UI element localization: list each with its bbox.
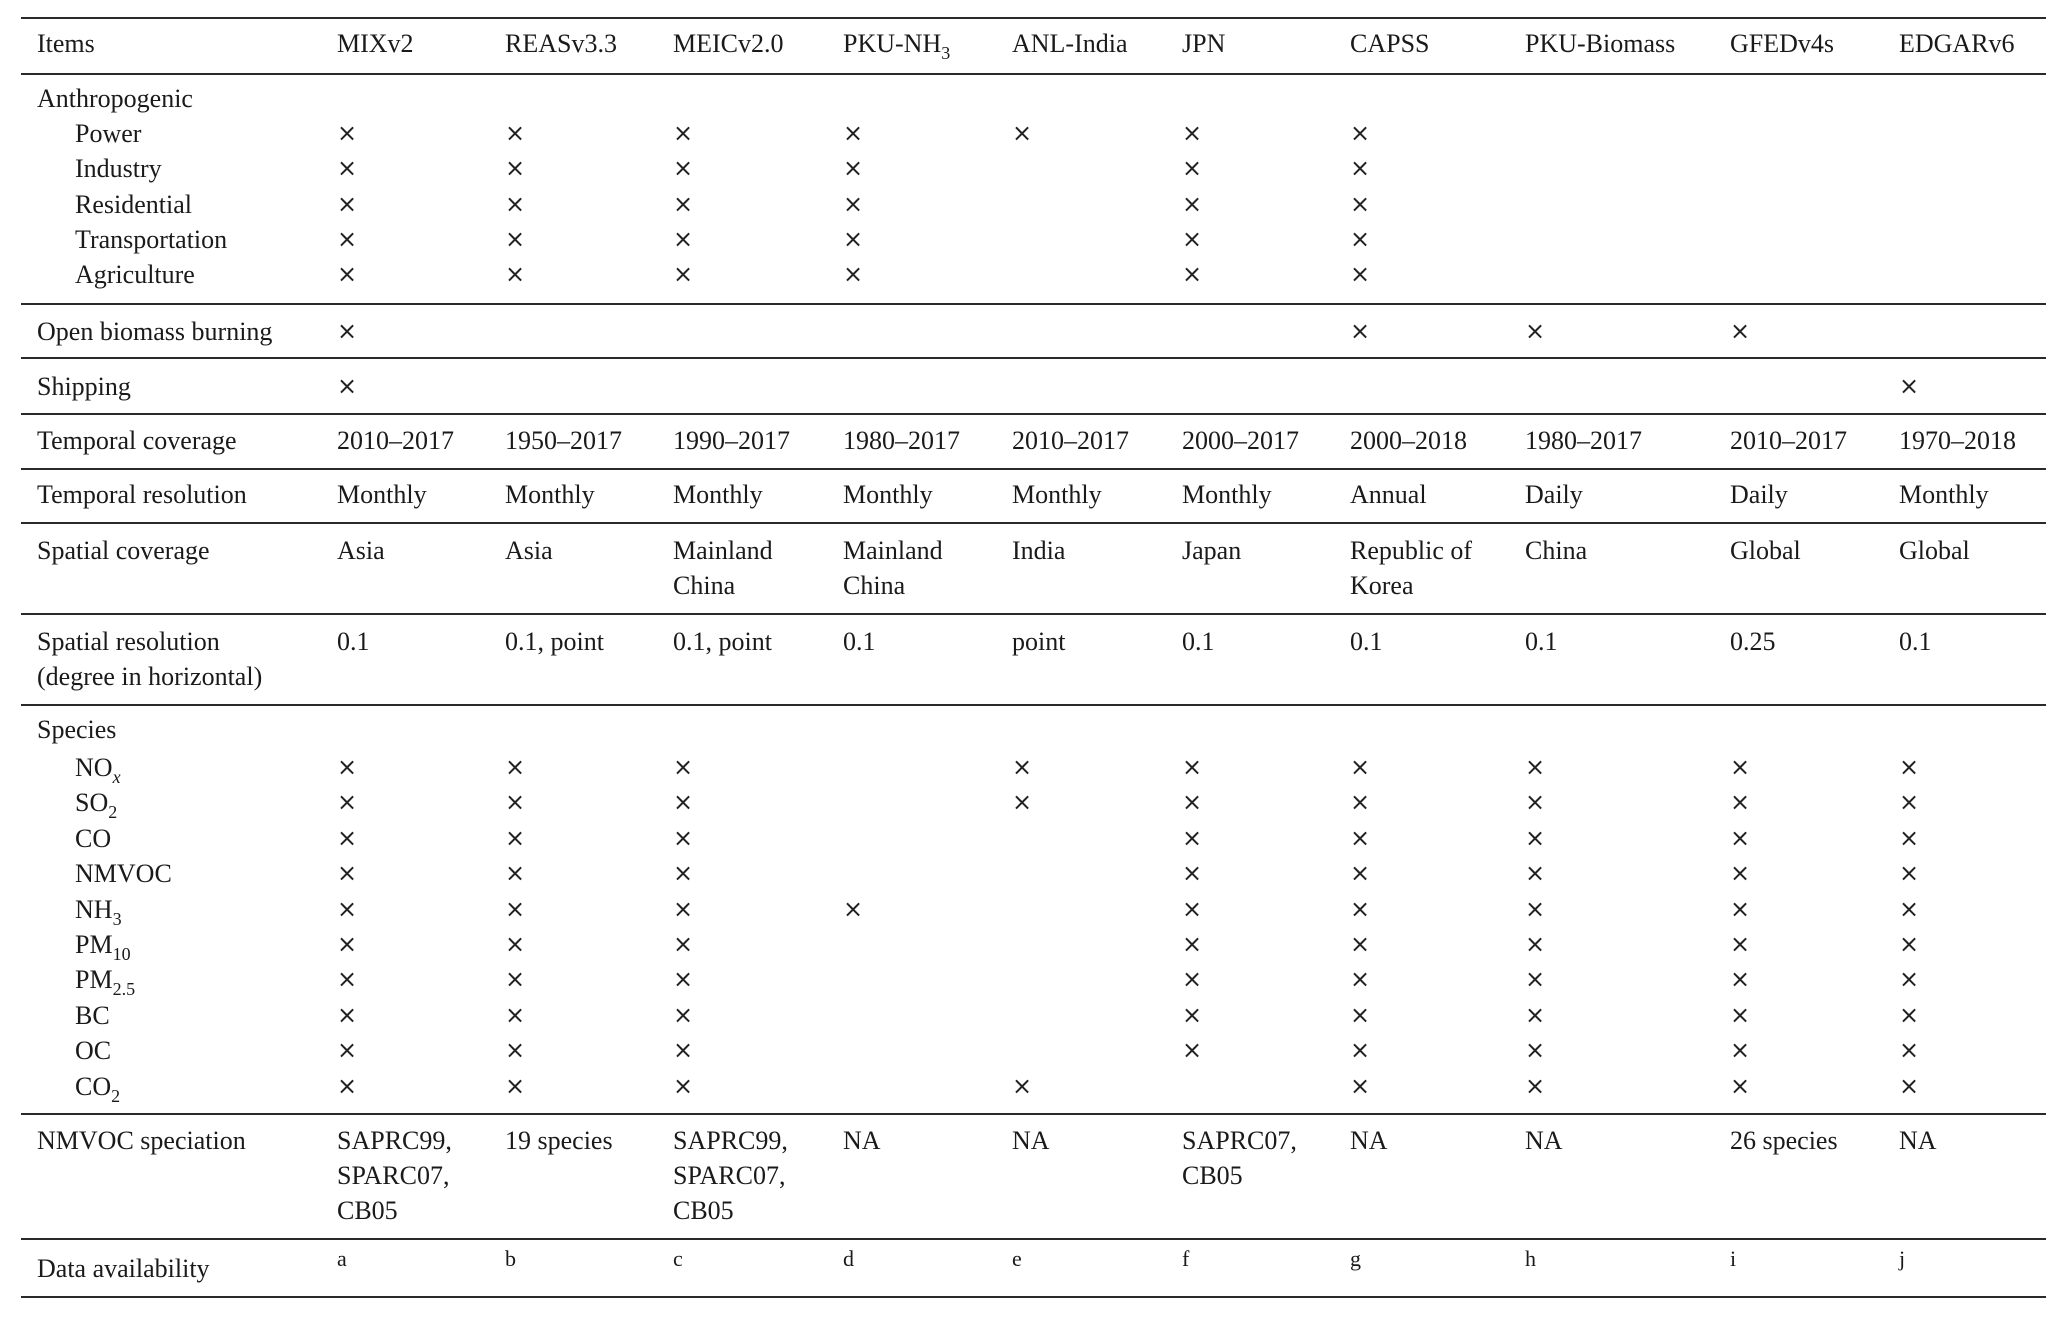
section-rule <box>21 522 2046 524</box>
check-mark-icon: × <box>1730 824 1751 852</box>
data-availability-footnote: i <box>1730 1246 1737 1271</box>
table-top-rule <box>21 17 2046 19</box>
species-label <box>75 785 117 823</box>
nmvoc-speciation-value <box>1350 1123 1388 1158</box>
check-mark-icon: × <box>505 895 526 923</box>
species-label-subscript: 3 <box>112 909 122 929</box>
species-label-base: CO <box>75 1072 112 1101</box>
check-mark-icon: × <box>1182 119 1203 147</box>
spatial-resolution-value: 0.1, point <box>505 627 604 656</box>
temporal-coverage-value: 2010–2017 <box>337 426 454 455</box>
species-label-base: NMVOC <box>75 859 172 888</box>
check-mark-icon: × <box>1350 260 1371 288</box>
header-rule <box>21 73 2046 75</box>
temporal-resolution-value: Monthly <box>505 480 595 509</box>
spatial-coverage-value-line: Korea <box>1350 571 1414 600</box>
spatial-coverage-value <box>1730 533 1801 568</box>
check-mark-icon: × <box>1730 788 1751 816</box>
row-label: Shipping <box>37 372 131 401</box>
check-mark-icon: × <box>505 965 526 993</box>
check-mark-icon: × <box>1182 154 1203 182</box>
row-label: Temporal coverage <box>37 426 237 455</box>
species-label-subscript: 2 <box>108 802 118 822</box>
species-label <box>75 892 122 930</box>
species-label <box>75 927 131 965</box>
check-mark-icon: × <box>673 859 694 887</box>
check-mark-icon: × <box>1182 1036 1203 1064</box>
check-mark-icon: × <box>843 190 864 218</box>
check-mark-icon: × <box>1350 895 1371 923</box>
column-header: MIXv2 <box>337 29 414 58</box>
data-availability-footnote: f <box>1182 1246 1190 1271</box>
spatial-coverage-value-line: Japan <box>1182 536 1242 565</box>
nmvoc-speciation-value-line: NA <box>843 1126 881 1155</box>
check-mark-icon: × <box>843 154 864 182</box>
temporal-coverage-value: 2010–2017 <box>1012 426 1129 455</box>
check-mark-icon: × <box>505 190 526 218</box>
check-mark-icon: × <box>1350 119 1371 147</box>
section-rule <box>21 303 2046 305</box>
spatial-coverage-value <box>1350 533 1472 603</box>
nmvoc-speciation-value-line: SAPRC99, <box>673 1126 788 1155</box>
check-mark-icon: × <box>843 119 864 147</box>
nmvoc-speciation-value-line: NA <box>1350 1126 1388 1155</box>
row-label: Industry <box>75 154 162 183</box>
check-mark-icon: × <box>1182 824 1203 852</box>
check-mark-icon: × <box>1012 1072 1033 1100</box>
row-label-line: Spatial resolution <box>37 627 220 656</box>
check-mark-icon: × <box>1525 788 1546 816</box>
nmvoc-speciation-value-line: CB05 <box>1182 1161 1243 1190</box>
check-mark-icon: × <box>337 1036 358 1064</box>
check-mark-icon: × <box>1730 859 1751 887</box>
check-mark-icon: × <box>1182 225 1203 253</box>
temporal-coverage-value: 1950–2017 <box>505 426 622 455</box>
row-label: Residential <box>75 190 192 219</box>
species-label-subscript: 2.5 <box>112 979 136 999</box>
check-mark-icon: × <box>1350 788 1371 816</box>
species-label-base: NH <box>75 895 113 924</box>
column-header: EDGARv6 <box>1899 29 2015 58</box>
spatial-coverage-value-line: China <box>843 571 906 600</box>
check-mark-icon: × <box>1350 190 1371 218</box>
temporal-resolution-value: Monthly <box>843 480 933 509</box>
check-mark-icon: × <box>505 119 526 147</box>
check-mark-icon: × <box>505 260 526 288</box>
nmvoc-speciation-value <box>673 1123 788 1228</box>
spatial-resolution-value: 0.1 <box>1899 627 1932 656</box>
column-header: MEICv2.0 <box>673 29 784 58</box>
check-mark-icon: × <box>1730 753 1751 781</box>
column-header: CAPSS <box>1350 29 1430 58</box>
spatial-coverage-value-line: Republic of <box>1350 536 1473 565</box>
check-mark-icon: × <box>1182 859 1203 887</box>
check-mark-icon: × <box>337 930 358 958</box>
species-label <box>75 821 111 856</box>
check-mark-icon: × <box>1730 1036 1751 1064</box>
nmvoc-speciation-value <box>1525 1123 1563 1158</box>
check-mark-icon: × <box>1730 930 1751 958</box>
temporal-coverage-value: 1970–2018 <box>1899 426 2016 455</box>
check-mark-icon: × <box>1350 317 1371 345</box>
temporal-resolution-value: Annual <box>1350 480 1427 509</box>
check-mark-icon: × <box>673 930 694 958</box>
species-label <box>75 1033 111 1068</box>
spatial-resolution-value: 0.1 <box>1182 627 1215 656</box>
species-label-base: PM <box>75 965 113 994</box>
species-label-base: BC <box>75 1001 110 1030</box>
section-rule <box>21 413 2046 415</box>
nmvoc-speciation-value <box>843 1123 881 1158</box>
spatial-coverage-value <box>1525 533 1587 568</box>
column-header: PKU-Biomass <box>1525 29 1676 58</box>
check-mark-icon: × <box>505 788 526 816</box>
check-mark-icon: × <box>843 895 864 923</box>
spatial-resolution-value: 0.1 <box>337 627 370 656</box>
nmvoc-speciation-value <box>1012 1123 1050 1158</box>
check-mark-icon: × <box>1182 753 1203 781</box>
section-rule <box>21 357 2046 359</box>
temporal-resolution-value: Monthly <box>1012 480 1102 509</box>
temporal-resolution-value: Monthly <box>673 480 763 509</box>
check-mark-icon: × <box>673 119 694 147</box>
data-availability-footnote: j <box>1899 1246 1906 1271</box>
species-label-subscript: 10 <box>112 944 131 964</box>
section-rule <box>21 704 2046 706</box>
spatial-coverage-value-line: China <box>1525 536 1588 565</box>
check-mark-icon: × <box>1182 895 1203 923</box>
row-label: Data availability <box>37 1254 210 1283</box>
check-mark-icon: × <box>1182 260 1203 288</box>
check-mark-icon: × <box>1350 965 1371 993</box>
column-header <box>843 26 950 64</box>
check-mark-icon: × <box>1350 1072 1371 1100</box>
spatial-resolution-value: 0.1, point <box>673 627 772 656</box>
data-availability-footnote: g <box>1350 1246 1361 1271</box>
check-mark-icon: × <box>337 895 358 923</box>
check-mark-icon: × <box>673 1001 694 1029</box>
check-mark-icon: × <box>1350 753 1371 781</box>
species-label-base: OC <box>75 1036 112 1065</box>
spatial-coverage-value-line: Mainland <box>843 536 943 565</box>
spatial-coverage-value <box>673 533 773 603</box>
check-mark-icon: × <box>1899 1001 1920 1029</box>
spatial-coverage-value <box>505 533 553 568</box>
check-mark-icon: × <box>1525 824 1546 852</box>
nmvoc-speciation-value-line: NA <box>1899 1126 1937 1155</box>
row-label: Open biomass burning <box>37 317 273 346</box>
column-header-base: PKU-NH <box>843 29 942 58</box>
spatial-resolution-value: 0.1 <box>1525 627 1558 656</box>
spatial-coverage-value <box>337 533 385 568</box>
check-mark-icon: × <box>673 753 694 781</box>
temporal-coverage-value: 1980–2017 <box>1525 426 1642 455</box>
column-header: JPN <box>1182 29 1226 58</box>
spatial-coverage-value-line: Mainland <box>673 536 773 565</box>
check-mark-icon: × <box>1350 1001 1371 1029</box>
row-label <box>37 624 262 694</box>
spatial-coverage-value <box>843 533 943 603</box>
species-label <box>75 962 135 1000</box>
check-mark-icon: × <box>505 225 526 253</box>
check-mark-icon: × <box>505 1072 526 1100</box>
section-rule <box>21 613 2046 615</box>
check-mark-icon: × <box>1730 895 1751 923</box>
row-label: Spatial coverage <box>37 536 210 565</box>
check-mark-icon: × <box>1899 895 1920 923</box>
check-mark-icon: × <box>337 965 358 993</box>
species-label-subscript: 2 <box>111 1086 121 1106</box>
spatial-coverage-value <box>1899 533 1970 568</box>
nmvoc-speciation-value <box>505 1123 613 1158</box>
check-mark-icon: × <box>1350 930 1371 958</box>
check-mark-icon: × <box>673 190 694 218</box>
temporal-coverage-value: 2000–2018 <box>1350 426 1467 455</box>
check-mark-icon: × <box>1350 1036 1371 1064</box>
column-header: ANL-India <box>1012 29 1128 58</box>
check-mark-icon: × <box>337 753 358 781</box>
check-mark-icon: × <box>1899 965 1920 993</box>
nmvoc-speciation-value-line: SAPRC99, <box>337 1126 452 1155</box>
data-availability-footnote: h <box>1525 1246 1536 1271</box>
species-label <box>75 750 121 788</box>
check-mark-icon: × <box>1525 1001 1546 1029</box>
temporal-resolution-value: Daily <box>1525 480 1583 509</box>
check-mark-icon: × <box>1730 317 1751 345</box>
check-mark-icon: × <box>1899 859 1920 887</box>
check-mark-icon: × <box>673 1036 694 1064</box>
check-mark-icon: × <box>1350 859 1371 887</box>
check-mark-icon: × <box>1899 753 1920 781</box>
data-availability-footnote: c <box>673 1246 683 1271</box>
row-label: Power <box>75 119 142 148</box>
species-label <box>75 998 110 1033</box>
column-header: Items <box>37 29 95 58</box>
check-mark-icon: × <box>505 859 526 887</box>
section-rule <box>21 468 2046 470</box>
species-label-base: CO <box>75 824 112 853</box>
section-label: Species <box>37 715 117 744</box>
check-mark-icon: × <box>337 788 358 816</box>
temporal-resolution-value: Monthly <box>1899 480 1989 509</box>
nmvoc-speciation-value <box>1182 1123 1297 1193</box>
check-mark-icon: × <box>673 154 694 182</box>
column-header-subscript: 3 <box>941 43 951 63</box>
spatial-coverage-value-line: Global <box>1730 536 1801 565</box>
section-rule <box>21 1113 2046 1115</box>
check-mark-icon: × <box>1182 930 1203 958</box>
check-mark-icon: × <box>1899 788 1920 816</box>
spatial-resolution-value: point <box>1012 627 1066 656</box>
row-label: NMVOC speciation <box>37 1126 246 1155</box>
check-mark-icon: × <box>337 1072 358 1100</box>
temporal-resolution-value: Daily <box>1730 480 1788 509</box>
check-mark-icon: × <box>1899 824 1920 852</box>
section-label: Anthropogenic <box>37 84 193 113</box>
spatial-coverage-value <box>1182 533 1241 568</box>
check-mark-icon: × <box>337 190 358 218</box>
check-mark-icon: × <box>843 260 864 288</box>
section-rule <box>21 1238 2046 1240</box>
nmvoc-speciation-value-line: 19 species <box>505 1126 613 1155</box>
check-mark-icon: × <box>1525 930 1546 958</box>
species-label <box>75 856 172 891</box>
data-availability-footnote: b <box>505 1246 516 1271</box>
check-mark-icon: × <box>1012 119 1033 147</box>
column-header: REASv3.3 <box>505 29 617 58</box>
species-label-base: PM <box>75 930 113 959</box>
species-label-base: NO <box>75 753 113 782</box>
check-mark-icon: × <box>1012 753 1033 781</box>
data-availability-footnote: a <box>337 1246 347 1271</box>
row-label: Temporal resolution <box>37 480 247 509</box>
check-mark-icon: × <box>1899 930 1920 958</box>
check-mark-icon: × <box>1730 965 1751 993</box>
check-mark-icon: × <box>505 1036 526 1064</box>
check-mark-icon: × <box>505 824 526 852</box>
check-mark-icon: × <box>1182 190 1203 218</box>
check-mark-icon: × <box>1730 1001 1751 1029</box>
check-mark-icon: × <box>673 824 694 852</box>
data-availability-footnote: e <box>1012 1246 1022 1271</box>
check-mark-icon: × <box>337 824 358 852</box>
nmvoc-speciation-value <box>1899 1123 1937 1158</box>
check-mark-icon: × <box>673 1072 694 1100</box>
check-mark-icon: × <box>673 260 694 288</box>
spatial-coverage-value <box>1012 533 1065 568</box>
table-bottom-rule <box>21 1296 2046 1298</box>
check-mark-icon: × <box>505 1001 526 1029</box>
nmvoc-speciation-value-line: NA <box>1012 1126 1050 1155</box>
check-mark-icon: × <box>1525 1036 1546 1064</box>
nmvoc-speciation-value-line: SAPRC07, <box>1182 1126 1297 1155</box>
temporal-coverage-value: 1990–2017 <box>673 426 790 455</box>
check-mark-icon: × <box>1525 965 1546 993</box>
spatial-resolution-value: 0.1 <box>1350 627 1383 656</box>
spatial-coverage-value-line: Asia <box>505 536 553 565</box>
check-mark-icon: × <box>1350 154 1371 182</box>
check-mark-icon: × <box>1525 859 1546 887</box>
spatial-resolution-value: 0.25 <box>1730 627 1776 656</box>
spatial-coverage-value-line: China <box>673 571 736 600</box>
nmvoc-speciation-value-line: NA <box>1525 1126 1563 1155</box>
check-mark-icon: × <box>505 154 526 182</box>
check-mark-icon: × <box>505 753 526 781</box>
check-mark-icon: × <box>337 119 358 147</box>
temporal-resolution-value: Monthly <box>337 480 427 509</box>
temporal-coverage-value: 1980–2017 <box>843 426 960 455</box>
check-mark-icon: × <box>1525 895 1546 923</box>
check-mark-icon: × <box>1182 788 1203 816</box>
species-label <box>75 1069 120 1107</box>
check-mark-icon: × <box>673 965 694 993</box>
temporal-coverage-value: 2010–2017 <box>1730 426 1847 455</box>
check-mark-icon: × <box>673 895 694 923</box>
data-availability-footnote: d <box>843 1246 854 1271</box>
check-mark-icon: × <box>1525 1072 1546 1100</box>
species-label-base: SO <box>75 788 109 817</box>
row-label: Agriculture <box>75 260 195 289</box>
check-mark-icon: × <box>1899 1072 1920 1100</box>
temporal-coverage-value: 2000–2017 <box>1182 426 1299 455</box>
check-mark-icon: × <box>843 225 864 253</box>
check-mark-icon: × <box>337 260 358 288</box>
check-mark-icon: × <box>673 788 694 816</box>
check-mark-icon: × <box>1350 225 1371 253</box>
spatial-resolution-value: 0.1 <box>843 627 876 656</box>
check-mark-icon: × <box>1350 824 1371 852</box>
check-mark-icon: × <box>1899 372 1920 400</box>
check-mark-icon: × <box>1899 1036 1920 1064</box>
spatial-coverage-value-line: India <box>1012 536 1066 565</box>
check-mark-icon: × <box>1012 788 1033 816</box>
check-mark-icon: × <box>505 930 526 958</box>
check-mark-icon: × <box>673 225 694 253</box>
temporal-resolution-value: Monthly <box>1182 480 1272 509</box>
nmvoc-speciation-value-line: CB05 <box>673 1196 734 1225</box>
check-mark-icon: × <box>1182 965 1203 993</box>
check-mark-icon: × <box>1525 753 1546 781</box>
nmvoc-speciation-value <box>1730 1123 1838 1158</box>
check-mark-icon: × <box>1182 1001 1203 1029</box>
check-mark-icon: × <box>337 859 358 887</box>
check-mark-icon: × <box>337 154 358 182</box>
row-label-line: (degree in horizontal) <box>37 662 263 691</box>
check-mark-icon: × <box>337 225 358 253</box>
spatial-coverage-value-line: Asia <box>337 536 385 565</box>
check-mark-icon: × <box>1730 1072 1751 1100</box>
check-mark-icon: × <box>337 1001 358 1029</box>
nmvoc-speciation-value-line: CB05 <box>337 1196 398 1225</box>
column-header: GFEDv4s <box>1730 29 1835 58</box>
check-mark-icon: × <box>337 372 358 400</box>
row-label: Transportation <box>75 225 228 254</box>
spatial-coverage-value-line: Global <box>1899 536 1970 565</box>
species-label-subscript: x <box>112 767 121 787</box>
nmvoc-speciation-value-line: SPARC07, <box>673 1161 786 1190</box>
nmvoc-speciation-value <box>337 1123 452 1228</box>
check-mark-icon: × <box>1525 317 1546 345</box>
check-mark-icon: × <box>337 317 358 345</box>
nmvoc-speciation-value-line: 26 species <box>1730 1126 1838 1155</box>
nmvoc-speciation-value-line: SPARC07, <box>337 1161 450 1190</box>
